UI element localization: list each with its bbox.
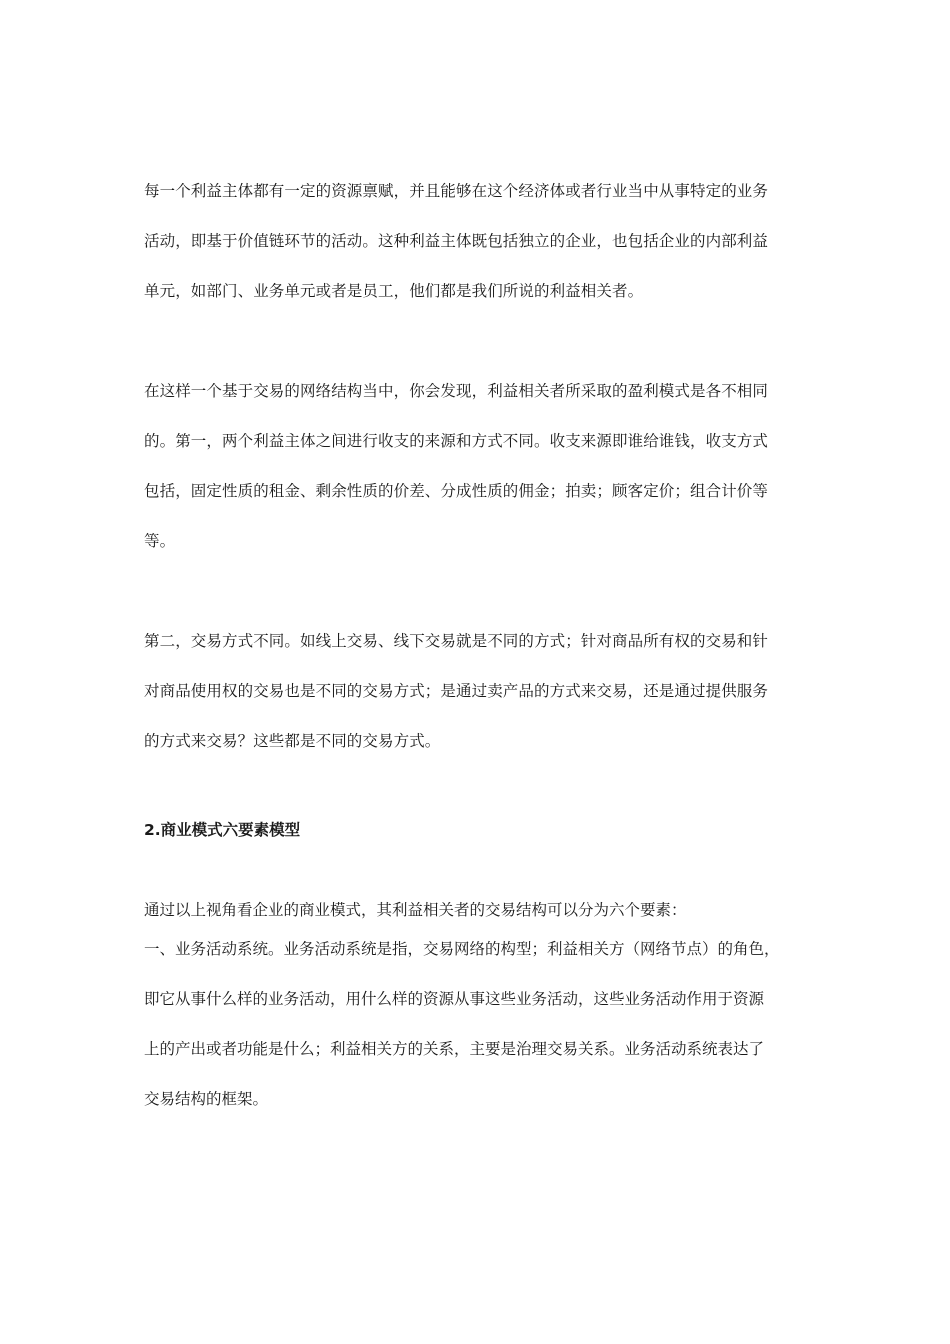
text-line: 活动，即基于价值链环节的活动。这种利益主体既包括独立的企业，也包括企业的内部利益	[144, 232, 769, 250]
paragraph-transaction-methods	[144, 616, 809, 766]
paragraph-stakeholders	[144, 166, 809, 316]
section-heading: 2.商业模式六要素模型	[144, 821, 301, 839]
text-line: 即它从事什么样的业务活动，用什么样的资源从事这些业务活动，这些业务活动作用于资源	[144, 990, 765, 1008]
intro-text: 通过以上视角看企业的商业模式，其利益相关者的交易结构可以分为六个要素：	[144, 901, 687, 919]
text-line: 的。第一，两个利益主体之间进行收支的来源和方式不同。收支来源即谁给谁钱，收支方式	[144, 432, 769, 450]
document-body	[144, 166, 809, 1124]
text-line: 包括，固定性质的租金、剩余性质的价差、分成性质的佣金；拍卖；顾客定价；组合计价等	[144, 482, 769, 500]
text-line: 第二，交易方式不同。如线上交易、线下交易就是不同的方式；针对商品所有权的交易和针	[144, 632, 769, 650]
text-line: 每一个利益主体都有一定的资源禀赋，并且能够在这个经济体或者行业当中从事特定的业务	[144, 182, 769, 200]
text-line: 的方式来交易？这些都是不同的交易方式。	[144, 732, 441, 750]
text-line: 交易结构的框架。	[144, 1090, 269, 1108]
text-line: 在这样一个基于交易的网络结构当中，你会发现，利益相关者所采取的盈利模式是各不相同	[144, 382, 769, 400]
element-one-paragraph	[144, 924, 809, 1124]
text-line: 一、业务活动系统。业务活动系统是指，交易网络的构型；利益相关方（网络节点）的角色，	[144, 940, 780, 958]
text-line: 上的产出或者功能是什么；利益相关方的关系，主要是治理交易关系。业务活动系统表达了	[144, 1040, 765, 1058]
text-line: 等。	[144, 532, 176, 550]
paragraph-profit-models	[144, 366, 809, 566]
text-line: 单元，如部门、业务单元或者是员工，他们都是我们所说的利益相关者。	[144, 282, 644, 300]
text-line: 对商品使用权的交易也是不同的交易方式；是通过卖产品的方式来交易，还是通过提供服务	[144, 682, 769, 700]
